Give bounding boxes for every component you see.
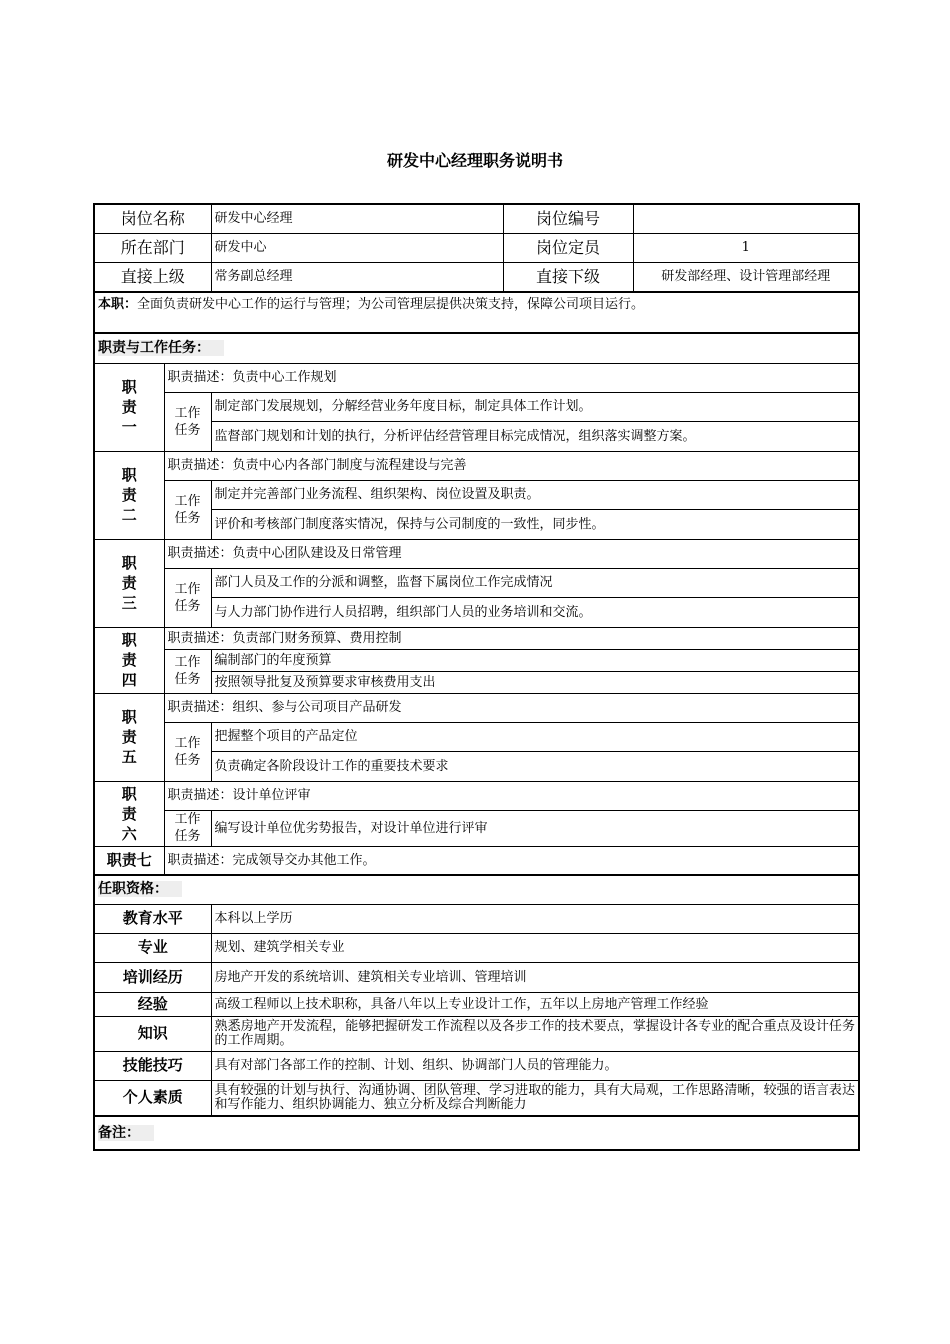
qual-education-value: 本科以上学历 [211,904,859,933]
position-name-label: 岗位名称 [94,204,211,233]
duty-2-description: 职责描述：负责中心内各部门制度与流程建设与完善 [164,451,859,480]
qual-skills-label: 技能技巧 [94,1051,211,1080]
duty-4-description: 职责描述：负责部门财务预算、费用控制 [164,627,859,649]
duty-1-task-2: 监督部门规划和计划的执行，分析评估经营管理目标完成情况，组织落实调整方案。 [211,421,859,451]
duty-3-task-1: 部门人员及工作的分派和调整，监督下属岗位工作完成情况 [211,568,859,597]
qualifications-section-label: 任职资格： [98,881,182,897]
duty-4-task-2: 按照领导批复及预算要求审核费用支出 [211,671,859,693]
remarks-row [94,1116,859,1150]
position-code-value [633,204,859,233]
duty-6-description: 职责描述：设计单位评审 [164,781,859,810]
qual-knowledge-value: 熟悉房地产开发流程，能够把握研发工作流程以及各步工作的技术要点，掌握设计各专业的配合重点及设计任务的工作周期。 [211,1016,859,1051]
duty-3-task-label: 工作 任务 [164,568,211,627]
qual-training-label: 培训经历 [94,962,211,992]
duty-5-description: 职责描述：组织、参与公司项目产品研发 [164,693,859,722]
summary-cell [94,292,859,333]
duties-section-header [94,333,859,363]
subordinate-value: 研发部经理、设计管理部经理 [633,262,859,292]
duty-5-task-2: 负责确定各阶段设计工作的重要技术要求 [211,751,859,781]
duty-7-name: 职责七 [94,846,164,875]
duties-section-label: 职责与工作任务： [98,340,224,356]
duty-4-task-1: 编制部门的年度预算 [211,649,859,671]
qual-major-label: 专业 [94,933,211,962]
qual-skills-value: 具有对部门各部工作的控制、计划、组织、协调部门人员的管理能力。 [211,1051,859,1080]
qual-education-label: 教育水平 [94,904,211,933]
duty-1-description: 职责描述：负责中心工作规划 [164,363,859,392]
remarks-label: 备注： [98,1125,154,1141]
headcount-value: 1 [633,233,859,262]
duty-3-description: 职责描述：负责中心团队建设及日常管理 [164,539,859,568]
qual-major-value: 规划、建筑学相关专业 [211,933,859,962]
page-title: 研发中心经理职务说明书 [386,151,563,170]
qual-personal-label: 个人素质 [94,1080,211,1116]
duty-1-task-1: 制定部门发展规划，分解经营业务年度目标，制定具体工作计划。 [211,392,859,421]
qual-experience-value: 高级工程师以上技术职称，具备八年以上专业设计工作，五年以上房地产管理工作经验 [211,992,859,1016]
duty-5-name: 职 责 五 [94,693,164,781]
qual-training-value: 房地产开发的系统培训、建筑相关专业培训、管理培训 [211,962,859,992]
duty-2-name: 职 责 二 [94,451,164,539]
subordinate-label: 直接下级 [503,262,633,292]
department-label: 所在部门 [94,233,211,262]
duty-5-task-label: 工作 任务 [164,722,211,781]
duty-4-task-label: 工作 任务 [164,649,211,693]
qualifications-section-header [94,875,859,904]
duty-6-name: 职 责 六 [94,781,164,846]
duty-5-task-1: 把握整个项目的产品定位 [211,722,859,751]
position-code-label: 岗位编号 [503,204,633,233]
summary-label: 本职： [98,297,138,312]
qual-knowledge-label: 知识 [94,1016,211,1051]
department-value: 研发中心 [211,233,503,262]
duty-3-name: 职 责 三 [94,539,164,627]
qual-experience-label: 经验 [94,992,211,1016]
duty-4-name: 职 责 四 [94,627,164,693]
duty-7-description: 职责描述：完成领导交办其他工作。 [164,846,859,875]
duty-1-task-label: 工作 任务 [164,392,211,451]
duty-1-name: 职 责 一 [94,363,164,451]
duty-6-task-label: 工作 任务 [164,810,211,846]
headcount-label: 岗位定员 [503,233,633,262]
position-name-value: 研发中心经理 [211,204,503,233]
duty-3-task-2: 与人力部门协作进行人员招聘，组织部门人员的业务培训和交流。 [211,597,859,627]
duty-2-task-2: 评价和考核部门制度落实情况，保持与公司制度的一致性，同步性。 [211,509,859,539]
job-description-table [93,203,860,1151]
superior-label: 直接上级 [94,262,211,292]
duty-2-task-1: 制定并完善部门业务流程、组织架构、岗位设置及职责。 [211,480,859,509]
summary-text: 全面负责研发中心工作的运行与管理；为公司管理层提供决策支持，保障公司项目运行。 [137,297,645,312]
qual-personal-value: 具有较强的计划与执行、沟通协调、团队管理、学习进取的能力，具有大局观，工作思路清晰，较强的语言表达和写作能力、组织协调能力、独立分析及综合判断能力 [211,1080,859,1116]
superior-value: 常务副总经理 [211,262,503,292]
duty-6-task-1: 编写设计单位优劣势报告，对设计单位进行评审 [211,810,859,846]
duty-2-task-label: 工作 任务 [164,480,211,539]
